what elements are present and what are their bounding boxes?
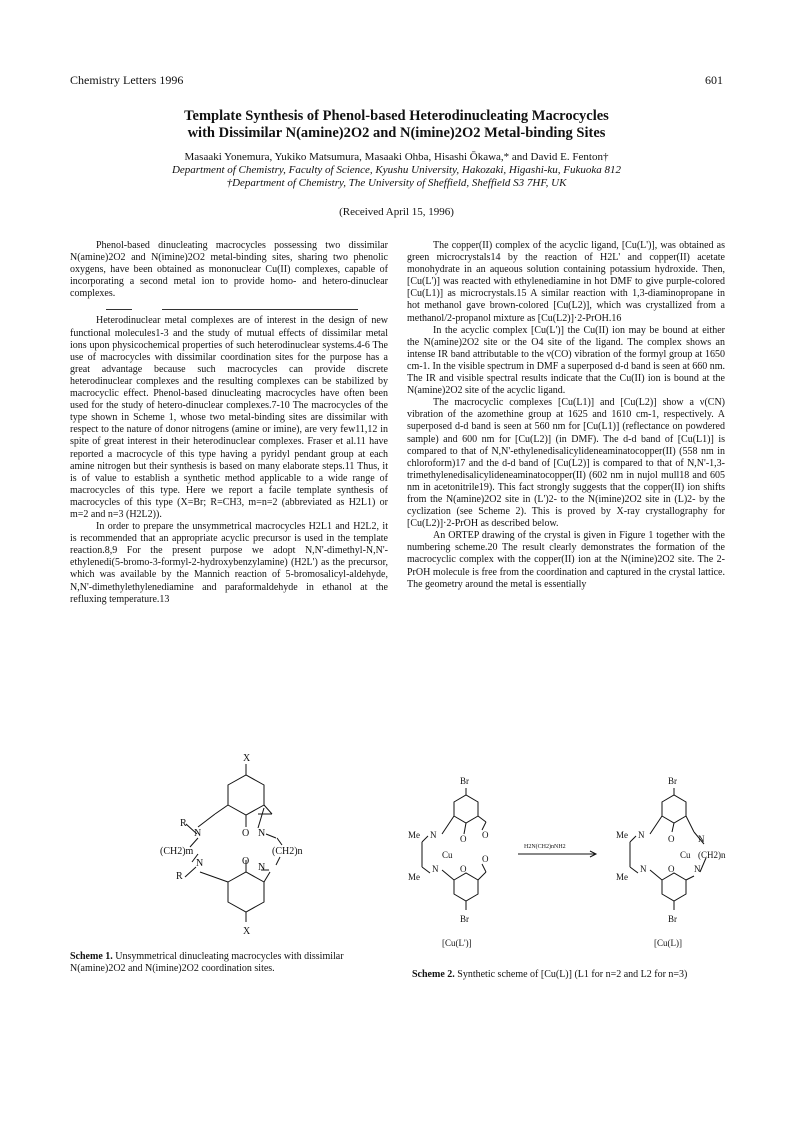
scheme1-n-amine-top: N [194, 828, 202, 839]
scheme1-ch2m: (CH2)m [160, 846, 194, 857]
paragraph: In order to prepare the unsymmetrical macrocycles H2L1 and H2L2, it is recommended that an appropriate acyclic precursor is used in the template reaction.8,9 For the present purpose we adopt N,N'-dimethyl-N,N'-ethylenedi(5-bromo-3-formyl-2-hydroxybenzylamine) (H2L') as the precursor, which was available by the Mannich reaction of 5-bromosalicyl-aldehyde, N,N'-dimethylethylenediamine and paraformaldehyde in ethanol at the refluxing temperature.13 [70, 521, 388, 605]
author-block [60, 151, 733, 190]
scheme2-n-right-bottom: N [640, 864, 647, 874]
scheme2-cu-right: Cu [680, 850, 691, 860]
abstract-divider [70, 306, 388, 313]
scheme2-n-left-top: N [430, 830, 437, 840]
scheme2-me-left-top: Me [408, 830, 420, 840]
scheme2-ch2n: (CH2)n [698, 850, 726, 860]
scheme-2-caption-label: Scheme 2. [412, 969, 455, 980]
affiliation-1: Department of Chemistry, Faculty of Science, Kyushu University, Hakozaki, Higashi-ku, Fukuoka 812 [171, 164, 622, 176]
scheme-2-structure [398, 772, 733, 954]
scheme2-br-right-top: Br [668, 776, 677, 786]
scheme1-o-top: O [242, 828, 250, 839]
scheme2-br-left-bottom: Br [460, 914, 469, 924]
scheme2-right-compound-label: [Cu(L)] [654, 938, 682, 948]
scheme1-x-bottom: X [243, 926, 251, 937]
paragraph: In the acyclic complex [Cu(L')] the Cu(II) ion may be bound at either the N(amine)2O2 site or the O4 site of the ligand. The complex shows an intense IR band attributable to the ν(CO) vibration of the formyl group at 1650 cm-1. In the visible spectrum in DMF a superposed d-d band is seen at 660 nm. The IR and visible spectral results indicate that the Cu(II) ion is bound at the N(amine)2O2 site of the acyclic ligand. [407, 324, 725, 397]
affiliation-2: †Department of Chemistry, The University of Sheffield, Sheffield S3 7HF, UK [226, 177, 567, 189]
scheme-1-caption-text: Unsymmetrical dinucleating macrocycles with dissimilar N(amine)2O2 and N(imine)2O2 coordination sites. [70, 951, 344, 974]
scheme1-ch2n: (CH2)n [272, 846, 303, 857]
paper-title [60, 108, 733, 142]
scheme1-n-imine-top: N [258, 828, 266, 839]
scheme2-cu-left: Cu [442, 850, 453, 860]
scheme2-left-compound-label: [Cu(L')] [442, 938, 472, 948]
scheme2-me-right-bottom: Me [616, 872, 628, 882]
title-line-2: with Dissimilar N(amine)2O2 and N(imine)2O2 Metal-binding Sites [187, 125, 606, 141]
scheme-2-caption [412, 969, 732, 981]
scheme1-r-top: R [180, 818, 187, 829]
scheme2-o-left-top: O [460, 834, 467, 844]
scheme2-o-right-top: O [668, 834, 675, 844]
scheme1-r-bottom: R [176, 871, 183, 882]
right-column [407, 240, 725, 591]
paragraph: An ORTEP drawing of the crystal is given in Figure 1 together with the numbering scheme.20 The result clearly demonstrates the formation of the macrocyclic complex with the copper(II) ion at the N(imine)2O2 site. The 2-PrOH molecule is free from the coordination and captured in the crystal lattice. The geometry around the metal is essentially [407, 530, 725, 590]
scheme-1-caption-label: Scheme 1. [70, 951, 113, 962]
abstract: Phenol-based dinucleating macrocycles possessing two dissimilar N(amine)2O2 and N(imine)2O2 metal-binding sites, sharing two phenolic oxygens, have been obtained as mononuclear Cu(II) complexes, capable of incorporating a second metal ion to provide homo- and hetero-dinuclear complexes. [70, 240, 388, 300]
left-column [70, 240, 388, 606]
scheme2-n-imine-top: N [698, 834, 705, 844]
scheme2-o-formyl-top: O [482, 830, 489, 840]
scheme1-n-imine-bottom: N [258, 862, 266, 873]
author-list: Masaaki Yonemura, Yukiko Matsumura, Masaaki Ohba, Hisashi Ōkawa,* and David E. Fenton† [184, 151, 609, 163]
scheme2-o-formyl-bottom: O [482, 854, 489, 864]
scheme1-n-amine-bottom: N [196, 858, 204, 869]
paragraph: Heterodinuclear metal complexes are of interest in the design of new functional molecules1-3 and the study of mutual effects of dissimilar metal ions upon physicochemical properties of such heterodinuclear systems.4-6 The use of macrocycles with dissimilar coordination sites for the purpose has a great advantage because such macrocycles can provide discrete heterodinuclear complexes and the resulting complexes can be stabilized by macrocyclic effect. Phenol-based dinucleating macrocycles have often been used for the study of hetero-dinuclear complexes.7-10 The macrocycles of the type shown in Scheme 1, whose two metal-binding sites are dissimilar with respect to the nature of donor nitrogens (amine or imine), are very few11,12 in spite of great interest in their heterodinuclear complexes. Fraser et al.11 have reported a macrocycle of this type having a pyridyl pendant group at each amine nitrogen but their synthesis is based on many elaborate steps.11 Thus, it is of value to establish a synthetic method applicable to a wide range of macrocycles of this type. Here we report a facile template synthesis of macrocycles of this type (X=Br; R=CH3, m=n=2 (abbreviated as H2L1) or m=2 and n=3 (H2L2)). [70, 315, 388, 520]
scheme2-me-right-top: Me [616, 830, 628, 840]
paragraph: The macrocyclic complexes [Cu(L1)] and [Cu(L2)] show a ν(CN) vibration of the azomethine group at 1625 and 1610 cm-1, respectively. A superposed d-d band is seen at 560 nm for [Cu(L1)] (reflectance on powdered sample) and 600 nm for [Cu(L2)] (in DMF). The d-d band of [Cu(L1)] is compared to that of N,N'-ethylenedisalicylideneaminatocopper(II) (558 nm in chloroform)17 and the d-d band of [Cu(L2)] is compared to that of N,N'-1,3-trimethylenedisalicylideneaminatocopper(II) (602 nm in nujol mull18 and 605 nm in acetonitrile19). This fact strongly suggests that the copper(II) ion shifts from the N(amine)2O2 site in (L')2- to the N(imine)2O2 site in (L)2- by the cyclization (see Scheme 2). This is proved by X-ray crystallography for [Cu(L2)]·2-PrOH as described below. [407, 397, 725, 530]
scheme2-o-right-bottom: O [668, 864, 675, 874]
scheme2-n-right-top: N [638, 830, 645, 840]
scheme-1-caption [70, 951, 370, 975]
journal-header: Chemistry Letters 1996 [70, 73, 184, 87]
scheme2-n-left-bottom: N [432, 864, 439, 874]
scheme2-reagent: H2N(CH2)nNH2 [524, 844, 566, 850]
scheme1-o-bottom: O [242, 856, 250, 867]
scheme-2-caption-text: Synthetic scheme of [Cu(L)] (L1 for n=2 and L2 for n=3) [457, 969, 688, 980]
title-line-1: Template Synthesis of Phenol-based Heterodinucleating Macrocycles [184, 108, 609, 124]
scheme2-n-imine-bottom: N [694, 864, 701, 874]
scheme1-x-top: X [243, 753, 251, 764]
received-date: (Received April 15, 1996) [339, 206, 454, 218]
page-number: 601 [705, 73, 723, 87]
scheme2-me-left-bottom: Me [408, 872, 420, 882]
scheme2-br-left-top: Br [460, 776, 469, 786]
scheme2-br-right-bottom: Br [668, 914, 677, 924]
scheme-1-structure [140, 752, 340, 937]
paragraph: The copper(II) complex of the acyclic ligand, [Cu(L')], was obtained as green microcrystals14 by the reaction of H2L' and copper(II) acetate monohydrate in an aqueous solution containing potassium hydroxide. Then, [Cu(L')] was reacted with ethylenediamine in hot DMF to give purple-colored [Cu(L1)] as microcrystals.15 A similar reaction with 1,3-diaminopropane in hot methanol gave brown-colored [Cu(L2)], which was crystallized from a methanol/2-propanol mixture as [Cu(L2)]·2-PrOH.16 [407, 240, 725, 324]
scheme2-o-left-bottom: O [460, 864, 467, 874]
